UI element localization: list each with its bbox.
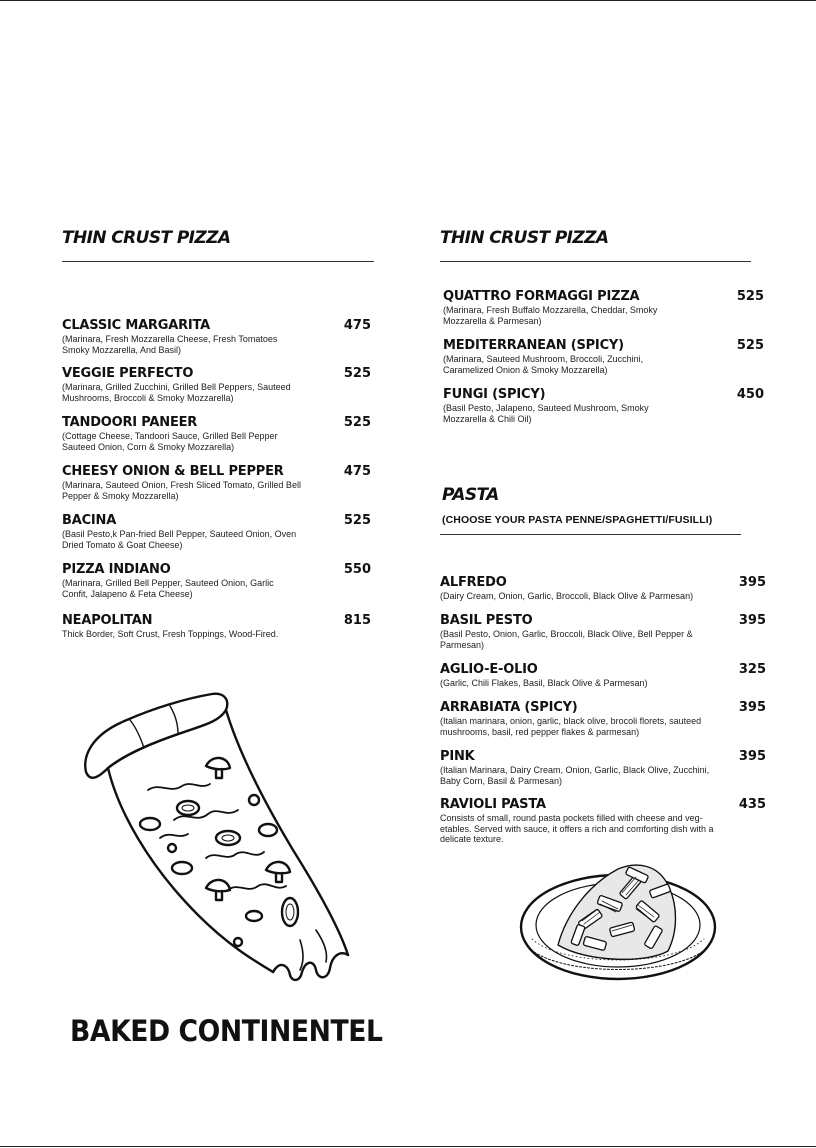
menu-item [443, 387, 764, 424]
menu-item [440, 700, 766, 737]
item-name: BASIL PESTO [440, 613, 533, 628]
menu-item [440, 749, 766, 786]
item-name: RAVIOLI PASTA [440, 797, 546, 812]
item-description: (Marinara, Grilled Zucchini, Grilled Bell Peppers, Sauteed Mushrooms, Broccoli & Smoky Mozzarella) [62, 382, 291, 403]
item-description: (Italian marinara, onion, garlic, black olive, brocoli florets, sauteed mushrooms, basil, red pepper flakes & parmesan) [440, 716, 702, 737]
pizza-slice-illustration [78, 690, 358, 985]
pasta-section-rule [440, 534, 741, 535]
item-name: ARRABIATA (SPICY) [440, 700, 578, 715]
item-price: 475 [343, 318, 371, 333]
menu-item [62, 464, 371, 501]
item-name: VEGGIE PERFECTO [62, 366, 194, 381]
item-name: CLASSIC MARGARITA [62, 318, 211, 333]
menu-item [440, 662, 766, 689]
item-price: 395 [738, 700, 766, 715]
item-price: 550 [343, 562, 371, 577]
item-description: (Garlic, Chili Flakes, Basil, Black Olive & Parmesan) [440, 678, 648, 688]
item-description: (Dairy Cream, Onion, Garlic, Broccoli, Black Olive & Parmesan) [440, 591, 694, 601]
menu-item [440, 575, 766, 602]
menu-item [440, 613, 766, 650]
item-description: Thick Border, Soft Crust, Fresh Toppings, Wood-Fired. [62, 629, 279, 639]
item-description: Consists of small, round pasta pockets filled with cheese and veg- etables. Served with sauce, it offers a rich and comforting dish with a delicate texture. [440, 813, 714, 844]
item-description: (Basil Pesto, Jalapeno, Sauteed Mushroom, Smoky Mozzarella & Chili Oil) [443, 403, 649, 424]
item-price: 525 [343, 415, 371, 430]
item-description: (Cottage Cheese, Tandoori Sauce, Grilled Bell Pepper Sauteed Onion, Corn & Smoky Mozzarella) [62, 431, 278, 452]
item-name: TANDOORI PANEER [62, 415, 198, 430]
item-description: (Marinara, Sauteed Mushroom, Broccoli, Zucchini, Caramelized Onion & Smoky Mozzarella) [443, 354, 644, 375]
menu-item [443, 338, 764, 375]
menu-item [62, 415, 371, 452]
item-name: CHEESY ONION & BELL PEPPER [62, 464, 284, 479]
item-price: 525 [736, 289, 764, 304]
item-price: 395 [738, 749, 766, 764]
item-price: 525 [343, 513, 371, 528]
item-price: 325 [738, 662, 766, 677]
menu-item [62, 318, 371, 355]
page-top-border [0, 0, 816, 1]
menu-item [62, 613, 371, 640]
item-price: 815 [343, 613, 371, 628]
item-name: FUNGI (SPICY) [443, 387, 546, 402]
pasta-plate-illustration [518, 855, 718, 985]
item-price: 475 [343, 464, 371, 479]
menu-item [440, 797, 766, 845]
item-name: NEAPOLITAN [62, 613, 153, 628]
item-price: 395 [738, 613, 766, 628]
pasta-section-title: PASTA [442, 485, 499, 505]
item-name: QUATTRO FORMAGGI PIZZA [443, 289, 640, 304]
item-name: PINK [440, 749, 475, 764]
item-price: 525 [736, 338, 764, 353]
brand-name: BAKED CONTINENTEL [70, 1014, 383, 1048]
item-price: 525 [343, 366, 371, 381]
right-section-title: THIN CRUST PIZZA [440, 228, 609, 248]
item-name: BACINA [62, 513, 117, 528]
page-bottom-border [0, 1146, 816, 1147]
item-description: (Italian Marinara, Dairy Cream, Onion, Garlic, Black Olive, Zucchini, Baby Corn, Basil & Parmesan) [440, 765, 710, 786]
left-section-rule [62, 261, 374, 262]
menu-item [62, 366, 371, 403]
item-name: MEDITERRANEAN (SPICY) [443, 338, 624, 353]
item-description: (Basil Pesto, Onion, Garlic, Broccoli, Black Olive, Bell Pepper & Parmesan) [440, 629, 693, 650]
menu-item [62, 562, 371, 599]
item-name: ALFREDO [440, 575, 507, 590]
item-description: (Marinara, Sauteed Onion, Fresh Sliced Tomato, Grilled Bell Pepper & Smoky Mozzarella) [62, 480, 301, 501]
left-section-title: THIN CRUST PIZZA [62, 228, 231, 248]
item-price: 395 [738, 575, 766, 590]
item-description: (Marinara, Grilled Bell Pepper, Sauteed Onion, Garlic Confit, Jalapeno & Feta Cheese) [62, 578, 274, 599]
right-section-rule [440, 261, 751, 262]
menu-item [62, 513, 371, 550]
item-price: 450 [736, 387, 764, 402]
item-name: PIZZA INDIANO [62, 562, 171, 577]
item-name: AGLIO-E-OLIO [440, 662, 538, 677]
item-price: 435 [738, 797, 766, 812]
item-description: (Marinara, Fresh Mozzarella Cheese, Fresh Tomatoes Smoky Mozzarella, And Basil) [62, 334, 278, 355]
item-description: (Basil Pesto,k Pan-fried Bell Pepper, Sauteed Onion, Oven Dried Tomato & Goat Cheese) [62, 529, 297, 550]
pasta-subtitle: (CHOOSE YOUR PASTA PENNE/SPAGHETTI/FUSILLI) [442, 514, 713, 526]
item-description: (Marinara, Fresh Buffalo Mozzarella, Cheddar, Smoky Mozzarella & Parmesan) [443, 305, 658, 326]
menu-item [443, 289, 764, 326]
